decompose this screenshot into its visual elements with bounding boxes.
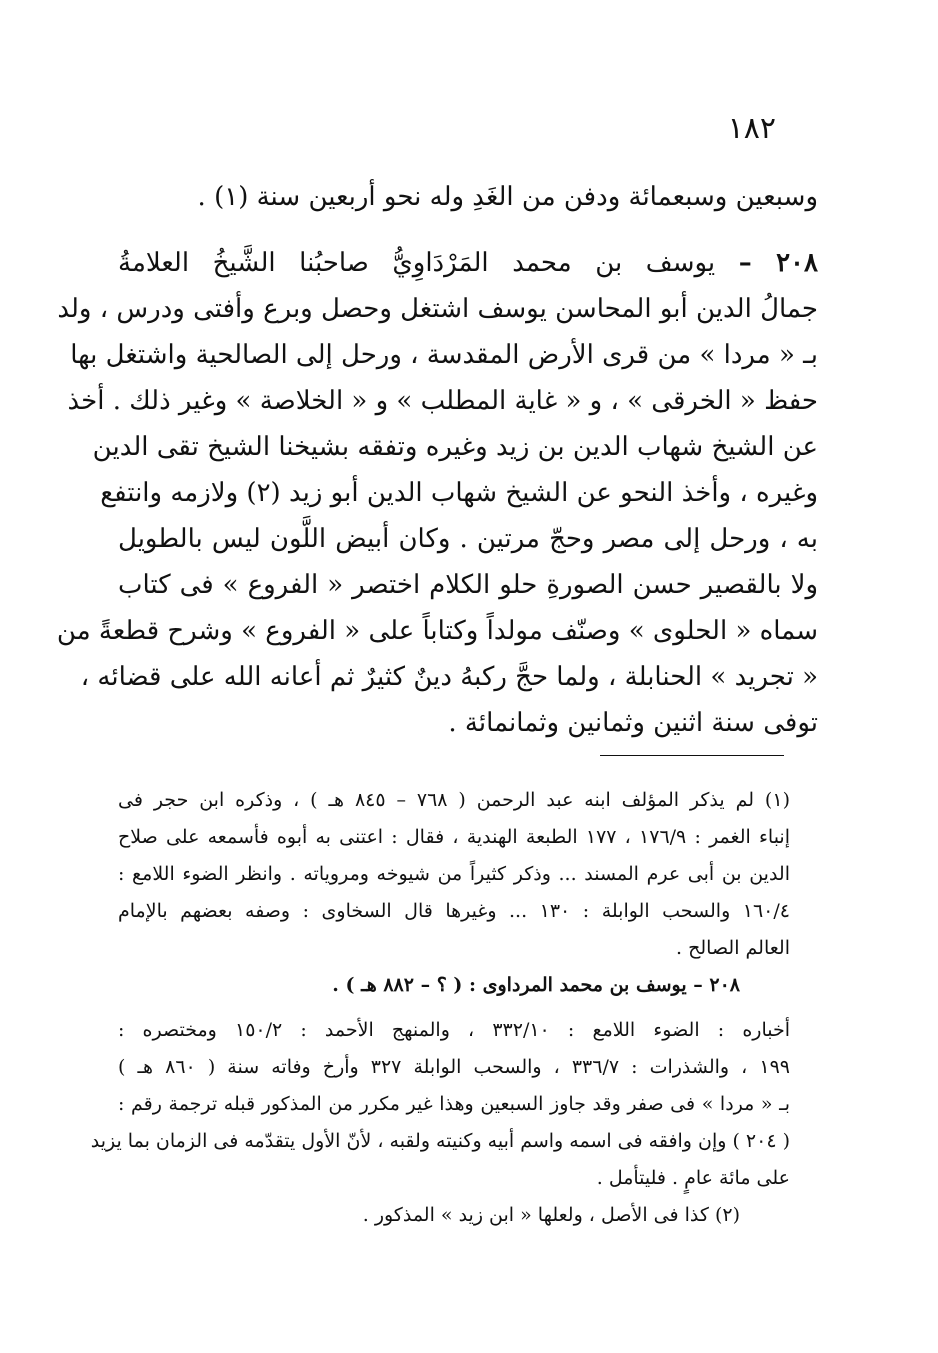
footnote-entry-sources-line: أخباره : الضوء اللامع : ٣٣٢/١٠ ، والمنهج الأحمد : ١٥٠/٢ ومختصره : (118, 1019, 790, 1041)
footnote-entry-sources-line: بـ « مردا » فى صفر وقد جاوز السبعين وهذا غير مكرر من المذكور قبله ترجمة رقم : (118, 1093, 790, 1115)
footnote-entry-sources-line: على مائة عامٍ . فليتأمل . (596, 1167, 790, 1189)
entry-line: عن الشيخ شهاب الدين بن زيد وغيره وتفقه بشيخنا الشيخ تقى الدين (92, 432, 818, 462)
entry-line: حفظ « الخرقى » ، و « غاية المطلب » و « الخلاصة » وغير ذلك . أخذ (67, 386, 818, 416)
footnote-2: (٢) كذا فى الأصل ، ولعلها « ابن زيد » المذكور . (362, 1204, 740, 1226)
footnotes (90, 782, 790, 1234)
entry-line: « تجريد » الحنابلة ، ولما حجَّ ركبهُ دينٌ كثيرٌ ثم أعانه الله على قضائه ، (80, 662, 818, 692)
footnote-1-line: إنباء الغمر : ١٧٦/٩ ، ١٧٧ الطبعة الهندية ، فقال : اعتنى به أبوه فأسمعه على صلاح (118, 826, 790, 848)
entry-line: سماه « الحلوى » وصنّف مولداً وكتاباً على « الفروع » وشرح قطعةً من (56, 616, 818, 646)
entry-line: يوسف بن محمد المَرْدَاوِيُّ صاحبُنا الشَّيخُ العلامةُ (118, 248, 716, 278)
continuation-line: وسبعين وسبعمائة ودفن من الغَدِ وله نحو أربعين سنة (١) . (197, 182, 818, 212)
entry-line: وغيره ، وأخذ النحو عن الشيخ شهاب الدين أبو زيد (٢) ولازمه وانتفع (100, 478, 818, 508)
entry-line: ولا بالقصير حسن الصورةِ حلو الكلام اختصر « الفروع » فى كتاب (118, 570, 818, 600)
entry-first-line (118, 240, 818, 286)
entry-line: جمالُ الدين أبو المحاسن يوسف اشتغل وحصل وبرع وأفتى ودرس ، ولد (57, 294, 818, 324)
entry-line: بـ « مردا » من قرى الأرض المقدسة ، ورحل إلى الصالحية واشتغل بها (70, 340, 818, 370)
entry-last-line: توفى سنة اثنين وثمانين وثمانمائة . (448, 708, 818, 738)
footnote-entry-header: ٢٠٨ – يوسف بن محمد المرداوى : ( ؟ – ٨٨٢ هـ ) . (332, 974, 740, 996)
footnote-divider (600, 755, 784, 756)
footnote-1-line: الدين بن أبى عرم المسند ... وذكر كثيراً من شيوخه ومروياته . وانظر الضوء اللامع : (118, 863, 790, 885)
page-number: ١٨٢ (727, 111, 776, 146)
footnote-entry-sources-line: ١٩٩ ، والشذرات : ٣٣٦/٧ ، والسحب الوابلة ٣٢٧ وأرخ وفاته سنة ( ٨٦٠ هـ ) (118, 1056, 790, 1078)
footnote-1-line: (١) لم يذكر المؤلف ابنه عبد الرحمن ( ٧٦٨ – ٨٤٥ هـ ) ، وذكره ابن حجر فى (118, 789, 790, 811)
footnote-1-line: ١٦٠/٤ والسحب الوابلة : ١٣٠ ... وغيرها قال السخاوى : وصفه بعضهم بالإمام (118, 900, 790, 922)
entry-number: ٢٠٨ – (738, 248, 818, 278)
main-text (56, 174, 818, 746)
footnote-entry-sources-line: ( ٢٠٤ ) وإن وافقه فى اسمه واسم أبيه وكنيته ولقبه ، لأنّ الأول يتقدّمه فى الزمان بما يزيد (90, 1130, 790, 1152)
footnote-1-line: العالم الصالح . (676, 937, 790, 959)
entry-line: به ، ورحل إلى مصر وحجّ مرتين . وكان أبيض اللَّون ليس بالطويل (118, 524, 818, 554)
